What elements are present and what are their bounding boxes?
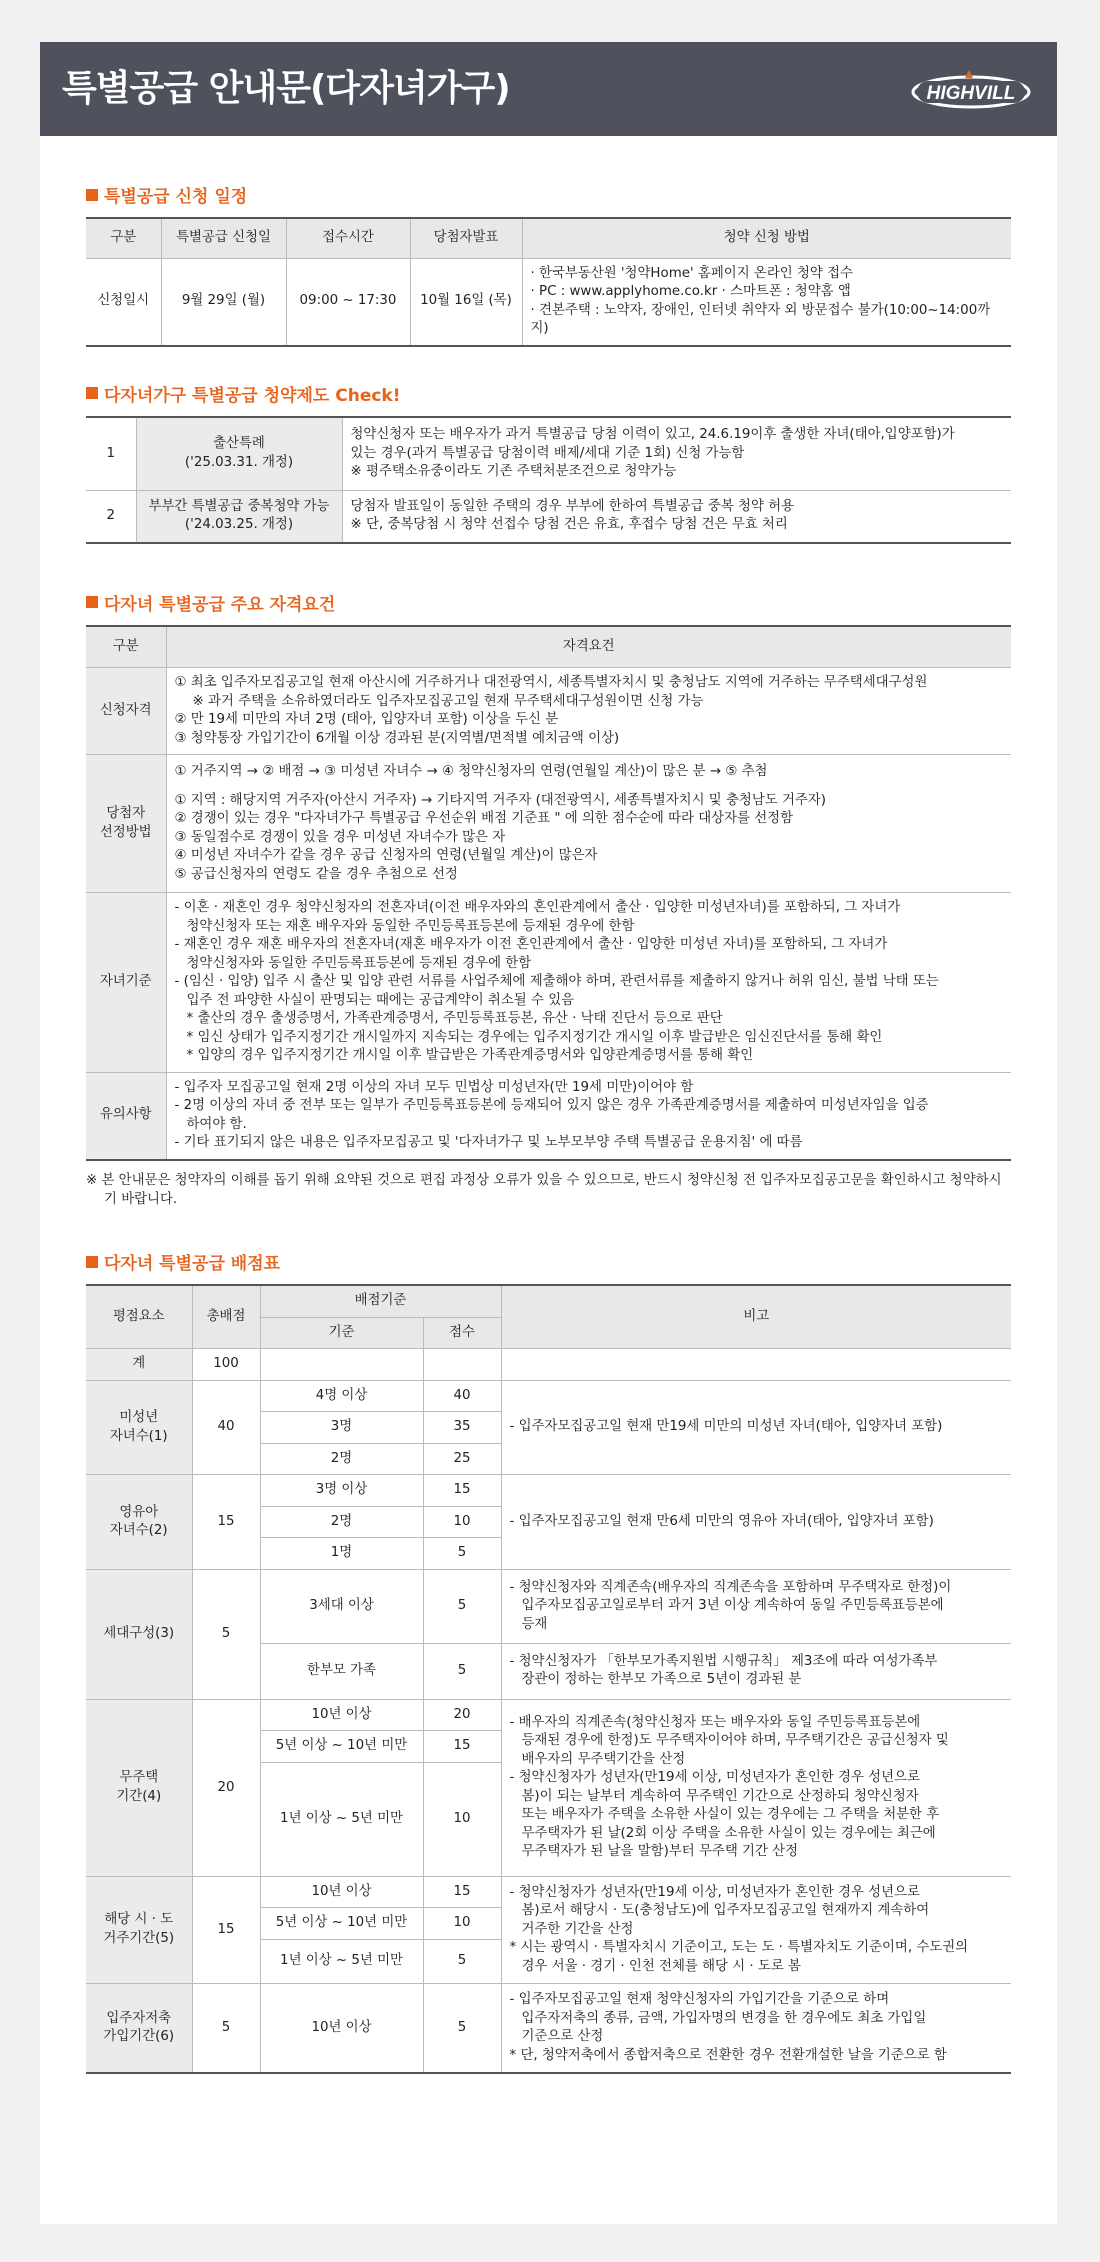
check-no: 1 [86,417,136,491]
announce-date: 10월 16일 (목) [410,258,522,346]
col-header: 자격요건 [166,626,1011,668]
col-header: 비고 [501,1285,1011,1349]
qual-label: 자녀기준 [86,893,166,1073]
factor-total: 40 [192,1380,260,1475]
score: 5 [423,1569,501,1643]
criterion: 3명 [260,1412,423,1444]
svg-text:HIGHVILL: HIGHVILL [926,83,1016,104]
score: 35 [423,1412,501,1444]
check-desc: 당첨자 발표일이 동일한 주택의 경우 부부에 한하여 특별공급 중복 청약 허용 ※ 단, 중복당첨 시 청약 선접수 당첨 건은 유효, 후접수 당첨 건은 무효 처리 [342,491,1011,543]
criterion: 한부모 가족 [260,1643,423,1699]
score: 5 [423,1983,501,2073]
qual-label: 신청자격 [86,668,166,755]
section-title-points: 다자녀 특별공급 배점표 [86,1249,1011,1274]
criterion: 2명 [260,1443,423,1475]
sum-label: 계 [86,1349,192,1381]
factor-total: 5 [192,1569,260,1699]
col-header: 접수시간 [286,218,410,258]
qual-content: ① 최초 입주자모집공고일 현재 아산시에 거주하거나 대전광역시, 세종특별자치시 및 충청남도 지역에 거주하는 무주택세대구성원 ※ 과거 주택을 소유하였더라도 입주자모집공고일 현재 무주택세대구성원이면 신청 가능 ② 만 19세 미만의 자녀 2명 (태아, 입양자녀 포함) 이상을 두신 분 ③ 청약통장 가입기간이 6개월 이상 경과된 분(지역별/면적별 예치금액 이상) [166,668,1011,755]
qual-content: - 이혼 · 재혼인 경우 청약신청자의 전혼자녀(이전 배우자와의 혼인관계에서 출산 · 입양한 미성년자녀)를 포함하되, 그 자녀가 청약신청자 또는 재혼 배우자와 동일한 주민등록표등본에 등재된 경우에 한함 - 재혼인 경우 재혼 배우자의 전혼자녀(재혼 배우자가 이전 혼인관계에서 출산 · 입양한 미성년 자녀)를 포함하되, 그 자녀가 청약신청자와 동일한 주민등록표등본에 등재된 경우에 한함 - (임신 · 입양) 입주 시 출산 및 입양 관련 서류를 사업주체에 제출해야 하며, 관련서류를 제출하지 않거나 허위 임신, 불법 낙태 또는 입주 전 파양한 사실이 판명되는 때에는 공급계약이 취소될 수 있음 * 출산의 경우 출생증명서, 가족관계증명서, 주민등록표등본, 유산 · 낙태 진단서 등으로 판단 * 임신 상태가 입주지정기간 개시일까지 지속되는 경우에는 입주지정기간 개시일 이후 발급받은 임신진단서를 통해 확인 * 입양의 경우 입주지정기간 개시일 이후 발급받은 가족관계증명서와 입양관계증명서를 통해 확인 [166,893,1011,1073]
criterion: 1명 [260,1538,423,1570]
score: 20 [423,1699,501,1731]
title-banner [40,42,1057,136]
criterion: 10년 이상 [260,1983,423,2073]
remark: - 입주자모집공고일 현재 만19세 미만의 미성년 자녀(태아, 입양자녀 포함) [501,1380,1011,1475]
score: 5 [423,1939,501,1983]
col-header: 평점요소 [86,1285,192,1349]
highvill-logo [909,64,1033,112]
score: 40 [423,1380,501,1412]
check-table [86,416,1011,544]
col-header: 구분 [86,626,166,668]
factor-total: 15 [192,1475,260,1570]
apply-methods: · 한국부동산원 '청약Home' 홈페이지 온라인 청약 접수 · PC : www.applyhome.co.kr · 스마트폰 : 청약홈 앱 · 견본주택 : 노약자, 장애인, 인터넷 취약자 외 방문접수 불가(10:00~14:00까지) [522,258,1011,346]
criterion: 5년 이상 ~ 10년 미만 [260,1908,423,1940]
remark: - 청약신청자가 「한부모가족지원법 시행규칙」 제3조에 따라 여성가족부 장관이 정하는 한부모 가족으로 5년이 경과된 분 [501,1643,1011,1699]
schedule-type: 신청일시 [86,258,161,346]
apply-time: 09:00 ~ 17:30 [286,258,410,346]
qual-label: 유의사항 [86,1072,166,1160]
remark: - 입주자모집공고일 현재 청약신청자의 가입기간을 기준으로 하며 입주자저축의 종류, 금액, 가입자명의 변경을 한 경우에도 최초 가입일 기준으로 산정 * 단, 청약저축에서 종합저축으로 전환한 경우 전환개설한 날을 기준으로 함 [501,1983,1011,2073]
remark: - 입주자모집공고일 현재 만6세 미만의 영유아 자녀(태아, 입양자녀 포함) [501,1475,1011,1570]
points-table [86,1284,1011,2074]
criterion: 10년 이상 [260,1699,423,1731]
col-header: 기준 [260,1317,423,1349]
remark: - 배우자의 직계존속(청약신청자 또는 배우자와 동일 주민등록표등본에 등재된 경우에 한정)도 무주택자이어야 하며, 무주택기간은 공급신청자 및 배우자의 무주택기간을 산정 - 청약신청자가 성년자(만19세 이상, 미성년자가 혼인한 경우 성년으로 봄)이 되는 날부터 계속하여 무주택인 기간으로 산정하되 청약신청자 또는 배우자가 주택을 소유한 사실이 있는 경우에는 그 주택을 처분한 후 무주택자가 된 날(2회 이상 주택을 소유한 사실이 있는 경우에는 최근에 무주택자가 된 날을 말함)부터 무주택 기간 산정 [501,1699,1011,1876]
qual-label: 당첨자 선정방법 [86,755,166,893]
criterion: 3세대 이상 [260,1569,423,1643]
check-desc: 청약신청자 또는 배우자가 과거 특별공급 당첨 이력이 있고, 24.6.19이후 출생한 자녀(태아,입양포함)가 있는 경우(과거 특별공급 당첨이력 배제/세대 기준 1회) 신청 가능함 ※ 평주택소유중이라도 기존 주택처분조건으로 청약가능 [342,417,1011,491]
factor-name: 무주택 기간(4) [86,1699,192,1876]
qualification-table [86,625,1011,1161]
score: 25 [423,1443,501,1475]
criterion: 1년 이상 ~ 5년 미만 [260,1939,423,1983]
check-no: 2 [86,491,136,543]
sum-value: 100 [192,1349,260,1381]
col-header: 점수 [423,1317,501,1349]
criterion: 4명 이상 [260,1380,423,1412]
qual-content: ① 거주지역 → ② 배점 → ③ 미성년 자녀수 → ④ 청약신청자의 연령(연월일 계산)이 많은 분 → ⑤ 추첨 ① 지역 : 해당지역 거주자(아산시 거주자) → 기타지역 거주자 (대전광역시, 세종특별자치시 및 충청남도 거주자) ② 경쟁이 있는 경우 "다자녀가구 특별공급 우선순위 배점 기준표 " 에 의한 점수순에 따라 대상자를 선정함 ③ 동일점수로 경쟁이 있을 경우 미성년 자녀수가 많은 자 ④ 미성년 자녀수가 같을 경우 공급 신청자의 연령(년월일 계산)이 많은자 ⑤ 공급신청자의 연령도 같을 경우 추첨으로 선정 [166,755,1011,893]
factor-total: 15 [192,1876,260,1983]
factor-name: 영유아 자녀수(2) [86,1475,192,1570]
score: 10 [423,1908,501,1940]
factor-name: 미성년 자녀수(1) [86,1380,192,1475]
factor-name: 입주자저축 가입기간(6) [86,1983,192,2073]
criterion: 1년 이상 ~ 5년 미만 [260,1762,423,1876]
score: 5 [423,1643,501,1699]
score: 10 [423,1506,501,1538]
check-label: 출산특례 ('25.03.31. 개정) [136,417,342,491]
col-header: 청약 신청 방법 [522,218,1011,258]
notice-page [40,42,1057,2224]
factor-name: 해당 시 · 도 거주기간(5) [86,1876,192,1983]
col-header: 당첨자발표 [410,218,522,258]
score: 15 [423,1876,501,1908]
score: 15 [423,1731,501,1763]
factor-name: 세대구성(3) [86,1569,192,1699]
score: 5 [423,1538,501,1570]
criterion: 2명 [260,1506,423,1538]
section-title-check: 다자녀가구 특별공급 청약제도 Check! [86,381,1011,406]
criterion: 10년 이상 [260,1876,423,1908]
col-header: 특별공급 신청일 [161,218,286,258]
score: 10 [423,1762,501,1876]
factor-total: 5 [192,1983,260,2073]
apply-date: 9월 29일 (월) [161,258,286,346]
col-header: 배점기준 [260,1285,501,1317]
section-title-schedule: 특별공급 신청 일정 [86,182,1011,207]
score: 15 [423,1475,501,1507]
criterion: 3명 이상 [260,1475,423,1507]
remark: - 청약신청자가 성년자(만19세 이상, 미성년자가 혼인한 경우 성년으로 봄)로서 해당시 · 도(충청남도)에 입주자모집공고일 현재까지 계속하여 거주한 기간을 산정 * 시는 광역시 · 특별자치시 기준이고, 도는 도 · 특별자치도 기준이며, 수도권의 경우 서울 · 경기 · 인천 전체를 해당 시 · 도로 봄 [501,1876,1011,1983]
col-header: 총배점 [192,1285,260,1349]
col-header: 구분 [86,218,161,258]
criterion: 5년 이상 ~ 10년 미만 [260,1731,423,1763]
remark: - 청약신청자와 직계존속(배우자의 직계존속을 포함하며 무주택자로 한정)이 입주자모집공고일로부터 과거 3년 이상 계속하여 동일 주민등록표등본에 등재 [501,1569,1011,1643]
check-label: 부부간 특별공급 중복청약 가능 ('24.03.25. 개정) [136,491,342,543]
schedule-table [86,217,1011,347]
factor-total: 20 [192,1699,260,1876]
qual-content: - 입주자 모집공고일 현재 2명 이상의 자녀 모두 민법상 미성년자(만 19세 미만)이어야 함 - 2명 이상의 자녀 중 전부 또는 일부가 주민등록표등본에 등재되어 있지 않은 경우 가족관계증명서를 제출하여 미성년자임을 입증 하여야 함. - 기타 표기되지 않은 내용은 입주자모집공고 및 '다자녀가구 및 노부모부양 주택 특별공급 운용지침' 에 따름 [166,1072,1011,1160]
page-title: 특별공급 안내문(다자녀가구) [62,68,510,109]
disclaimer-note: ※ 본 안내문은 청약자의 이해를 돕기 위해 요약된 것으로 편집 과정상 오류가 있을 수 있으므로, 반드시 청약신청 전 입주자모집공고문을 확인하시고 청약하시기 바랍니다. [86,1172,1002,1207]
section-title-qualification: 다자녀 특별공급 주요 자격요건 [86,590,1011,615]
